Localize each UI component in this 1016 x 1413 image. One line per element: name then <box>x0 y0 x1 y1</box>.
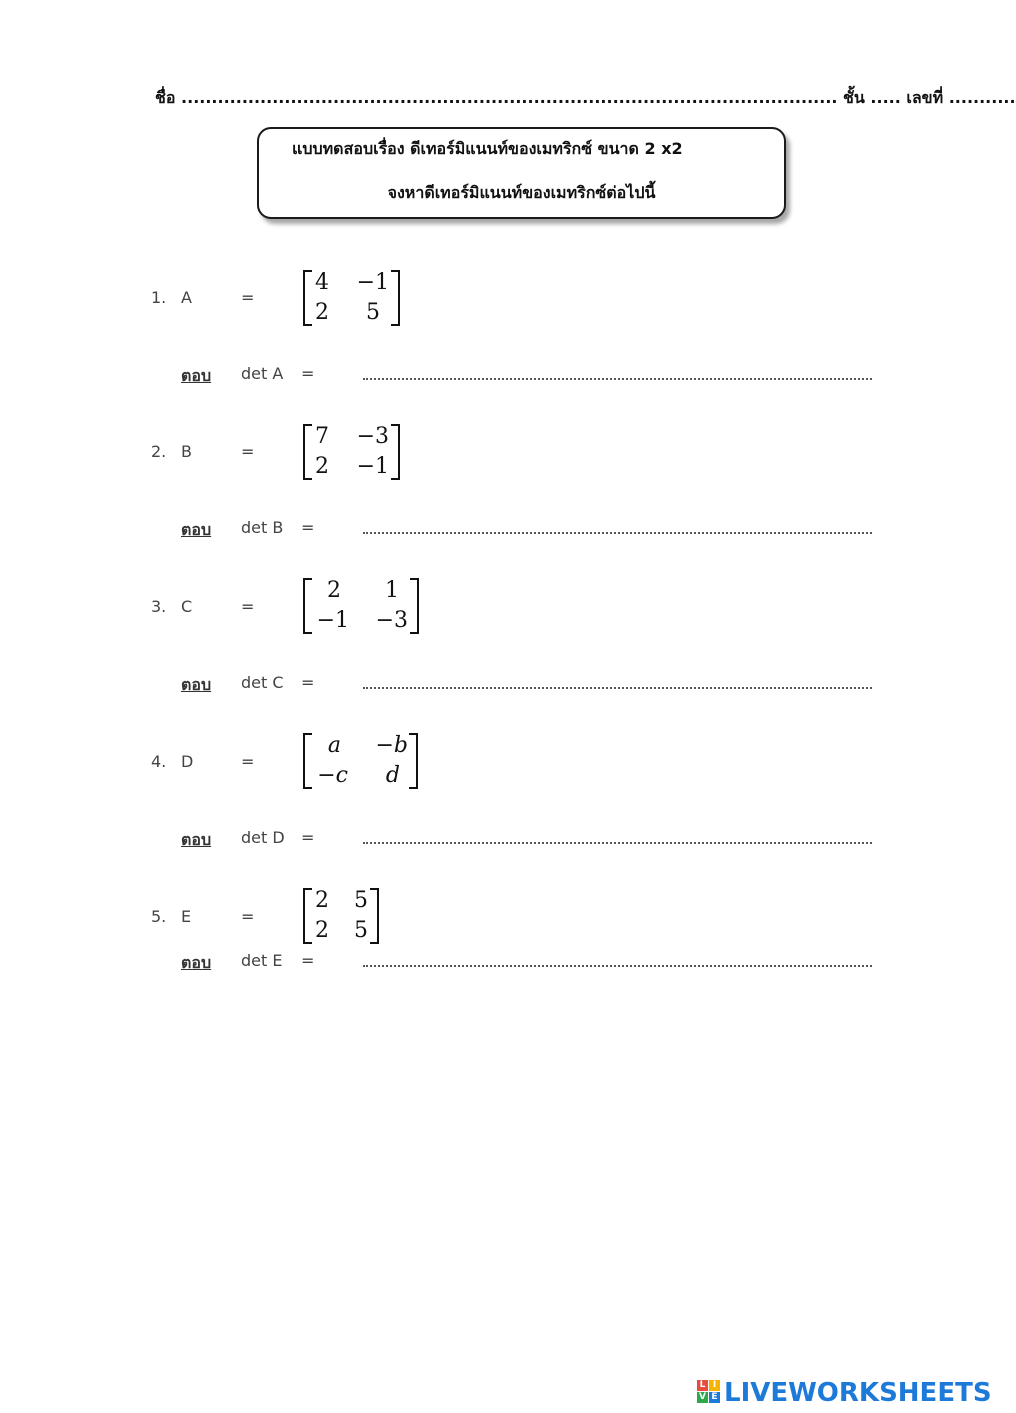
answer-blank[interactable] <box>363 842 872 844</box>
right-bracket <box>391 424 400 480</box>
matrix-cell: 5 <box>354 918 368 943</box>
matrix-cell: −3 <box>356 424 389 449</box>
det-label: det E <box>241 951 283 970</box>
det-label: det A <box>241 364 284 383</box>
logo-tile-v: V <box>697 1392 708 1403</box>
answer-blank[interactable] <box>363 687 872 689</box>
matrix-b <box>303 424 398 480</box>
matrix-cell: 2 <box>315 888 329 913</box>
equals-sign: = <box>241 442 255 461</box>
answer-label: ตอบ <box>181 830 212 849</box>
det-equals: = <box>301 364 315 383</box>
logo-tile-l: L <box>697 1380 708 1391</box>
right-bracket <box>410 578 419 634</box>
logo-wordmark: LIVEWORKSHEETS <box>724 1378 992 1408</box>
answer-label: ตอบ <box>181 520 212 539</box>
matrix-name: A <box>181 288 192 307</box>
matrix-cell: −3 <box>375 608 408 633</box>
logo-tile-i: I <box>709 1380 720 1391</box>
matrix-cell: 5 <box>366 300 380 325</box>
matrix-e <box>303 888 377 944</box>
det-label: det B <box>241 518 284 537</box>
answer-label: ตอบ <box>181 366 212 385</box>
title-box <box>257 127 786 219</box>
matrix-d <box>303 733 416 789</box>
matrix-cell: 5 <box>354 888 368 913</box>
right-bracket <box>370 888 379 944</box>
answer-label: ตอบ <box>181 675 212 694</box>
matrix-a <box>303 270 398 326</box>
answer-blank[interactable] <box>363 532 872 534</box>
matrix-cell: 1 <box>385 578 399 603</box>
matrix-name: D <box>181 752 194 771</box>
matrix-c <box>303 578 417 634</box>
det-equals: = <box>301 951 315 970</box>
matrix-cell: 2 <box>315 300 329 325</box>
det-equals: = <box>301 673 315 692</box>
matrix-cell: 4 <box>315 270 329 295</box>
matrix-name: B <box>181 442 192 461</box>
matrix-name: C <box>181 597 193 616</box>
matrix-cell: 2 <box>315 918 329 943</box>
question-number: 4. <box>151 752 167 771</box>
answer-blank[interactable] <box>363 965 872 967</box>
det-label: det C <box>241 673 284 692</box>
matrix-cell: −1 <box>356 270 389 295</box>
matrix-cell: −1 <box>316 608 349 633</box>
equals-sign: = <box>241 752 255 771</box>
name-class-number-line: ชื่อ ............................................................................................................ ชั้น ..... เลขที่ ........... <box>155 88 1016 107</box>
right-bracket <box>409 733 418 789</box>
matrix-cell: 2 <box>327 578 341 603</box>
equals-sign: = <box>241 597 255 616</box>
question-number: 1. <box>151 288 167 307</box>
matrix-cell: 2 <box>315 454 329 479</box>
liveworksheets-logo-icon <box>697 1380 721 1404</box>
equals-sign: = <box>241 907 255 926</box>
question-number: 5. <box>151 907 167 926</box>
worksheet-title: แบบทดสอบเรื่อง ดีเทอร์มิแนนท์ของเมทริกซ์ ขนาด 2 x2 <box>292 139 683 158</box>
matrix-cell: −1 <box>356 454 389 479</box>
equals-sign: = <box>241 288 255 307</box>
liveworksheets-logo <box>697 1375 997 1411</box>
worksheet-instruction: จงหาดีเทอร์มิแนนท์ของเมทริกซ์ต่อไปนี้ <box>387 183 656 202</box>
det-equals: = <box>301 518 315 537</box>
answer-label: ตอบ <box>181 953 212 972</box>
det-equals: = <box>301 828 315 847</box>
matrix-cell: −b <box>375 733 408 758</box>
matrix-cell: d <box>385 763 400 788</box>
question-number: 3. <box>151 597 167 616</box>
right-bracket <box>391 270 400 326</box>
question-number: 2. <box>151 442 167 461</box>
logo-tile-e: E <box>709 1392 720 1403</box>
matrix-cell: 7 <box>315 424 329 449</box>
det-label: det D <box>241 828 285 847</box>
matrix-name: E <box>181 907 192 926</box>
matrix-cell: a <box>327 733 341 758</box>
answer-blank[interactable] <box>363 378 872 380</box>
matrix-cell: −c <box>317 763 348 788</box>
